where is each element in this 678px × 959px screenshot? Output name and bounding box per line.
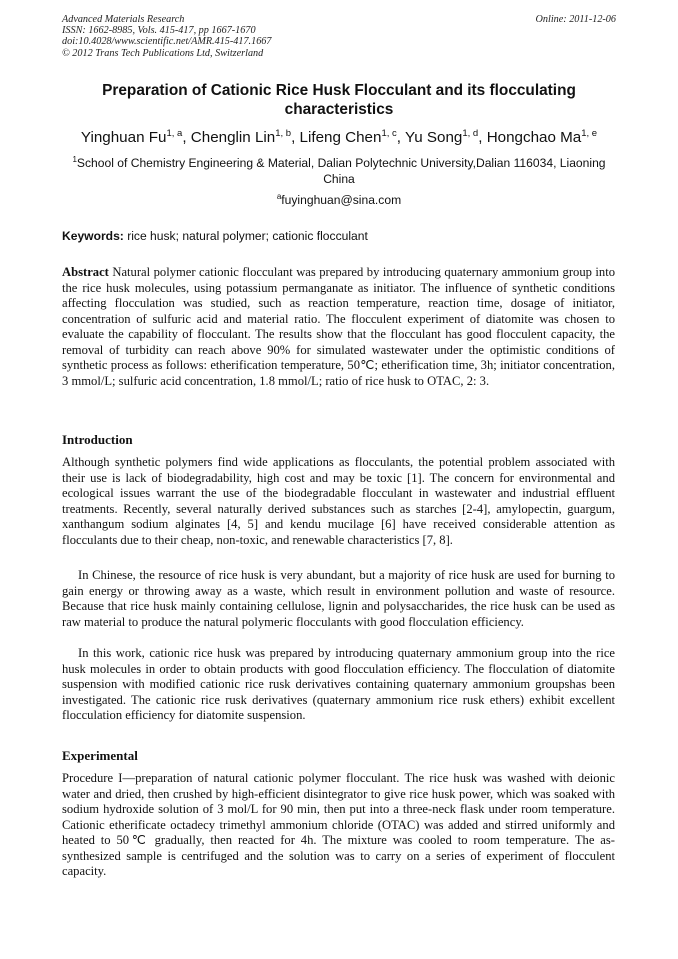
author-name: Lifeng Chen [299, 129, 382, 146]
author-name: Chenglin Lin [190, 129, 276, 146]
paper-title: Preparation of Cationic Rice Husk Flocculant and its flocculating characteristics [102, 82, 576, 118]
author-superscript: 1, e [581, 127, 598, 139]
doi-line: doi:10.4028/www.scientific.net/AMR.415-417.1667 [62, 36, 272, 48]
online-date: Online: 2011-12-06 [535, 14, 616, 25]
affiliation-text: School of Chemistry Engineering & Material, Dalian Polytechnic University,Dalian 116034, Liaoning China [76, 156, 606, 186]
experimental-heading: Experimental [62, 748, 138, 763]
email-address: fuyinghuan@sina.com [281, 193, 402, 207]
introduction-heading: Introduction [62, 432, 133, 447]
email-superscript: a [276, 191, 282, 201]
introduction-paragraph: Although synthetic polymers find wide applications as flocculants, the potential problem associated with their use is lack of biodegradability, high cost and may be toxic [1]. The concern for environmental and ecological issues warrant the use of the biodegradable flocculant in wastewater and industrial effluent treatments. Recently, several naturally derived substances such as starches [2-4], amylopectin, guargum, xanthangum sodium alginates [4, 5] and kendu mucilage [6] have received considerable attention as flocculants due to their cheap, non-toxic, and renewable characteristics [7, 8]. [62, 455, 615, 547]
author-superscript: 1, c [381, 127, 397, 139]
author-superscript: 1, a [166, 127, 183, 139]
author-name: Hongchao Ma [486, 129, 582, 146]
journal-header [62, 14, 271, 59]
abstract-text: Natural polymer cationic flocculant was prepared by introducing quaternary ammonium group into the rice husk molecules, using potassium permanganate as initiator. The influence of synthetic conditions affecting flocculation was studied, such as reaction temperature, reaction time, dosage of initiator, concentration of sulfuric acid and material ratio. The flocculent experiment of diatomite was chosen to evaluate the capability of flocculant. The results show that the flocculant has good flocculent capacity, the removal of turbidity can reach above 90% for simulated wastewater under the optimistic conditions of synthetic process as follows: etherification temperature, 50℃; etherification time, 3h; initiator concentration, 3 mmol/L; sulfuric acid concentration, 1.8 mmol/L; ratio of rice husk to OTAC, 2: 3. [62, 265, 616, 388]
abstract-label: Abstract [62, 265, 109, 279]
affiliation-superscript: 1 [72, 154, 77, 164]
introduction-paragraph: In Chinese, the resource of rice husk is very abundant, but a majority of rice husk are used for burning to gain energy or throwing away as a waste, which result in environment pollution and waste of resource. Because that rice husk mainly containing cellulose, lignin and polysaccharides, the rice husk can be used as raw material to produce the natural polymeric flocculants with good flocculation efficiency. [62, 568, 615, 629]
copyright-line: © 2012 Trans Tech Publications Ltd, Switzerland [62, 47, 264, 59]
affiliation [62, 156, 616, 187]
keywords-label: Keywords: [62, 229, 124, 243]
abstract [62, 265, 615, 389]
keywords-text: rice husk; natural polymer; cationic flocculant [127, 229, 368, 243]
journal-name: Advanced Materials Research [62, 14, 185, 25]
introduction-paragraph: In this work, cationic rice husk was prepared by introducing quaternary ammonium group into the rice husk molecules in order to obtain products with good flocculation efficiency. The flocculation of diatomite suspension with modified cationic rice rusk derivatives containing quaternary ammonium groupshas been investigated. The cationic rice rusk derivatives (quaternary ammonium rice rusk ethers) exhibit excellent flocculation efficiency for diatomite suspension. [62, 646, 615, 723]
author-email [62, 193, 616, 208]
keywords [62, 229, 616, 244]
author-list: Yinghuan Fu$^{1, a}$, Chenglin Lin$^{1, b}$, Lifeng Chen$^{1, c}$, Yu Song$^{1, d}$, Hongchao Ma$^{1, e}$ [80, 127, 598, 146]
issn-line: ISSN: 1662-8985, Vols. 415-417, pp 1667-1670 [62, 25, 256, 37]
author-superscript: 1, d [462, 127, 479, 139]
author-name: Yinghuan Fu [80, 129, 167, 146]
experimental-paragraph: Procedure I—preparation of natural cationic polymer flocculant. The rice husk was washed with deionic water and dried, then crushed by high-efficient disintegrator to give rice husk power, which was soaked with sodium hydroxide solution of 3 mol/L for 90 min, then put into a three-neck flask under room temperature. Cationic etherificate octadecy trimethyl ammonium chloride (OTAC) was added and stirred uniformly and heated to 50℃ gradually, then reacted for 4h. The mixture was cooled to room temperature. The as-synthesized sample is centrifuged and the solution was to carry on a series of experiment of flocculent capacity. [62, 771, 615, 879]
author-name: Yu Song [404, 129, 463, 146]
author-superscript: 1, b [275, 127, 292, 139]
